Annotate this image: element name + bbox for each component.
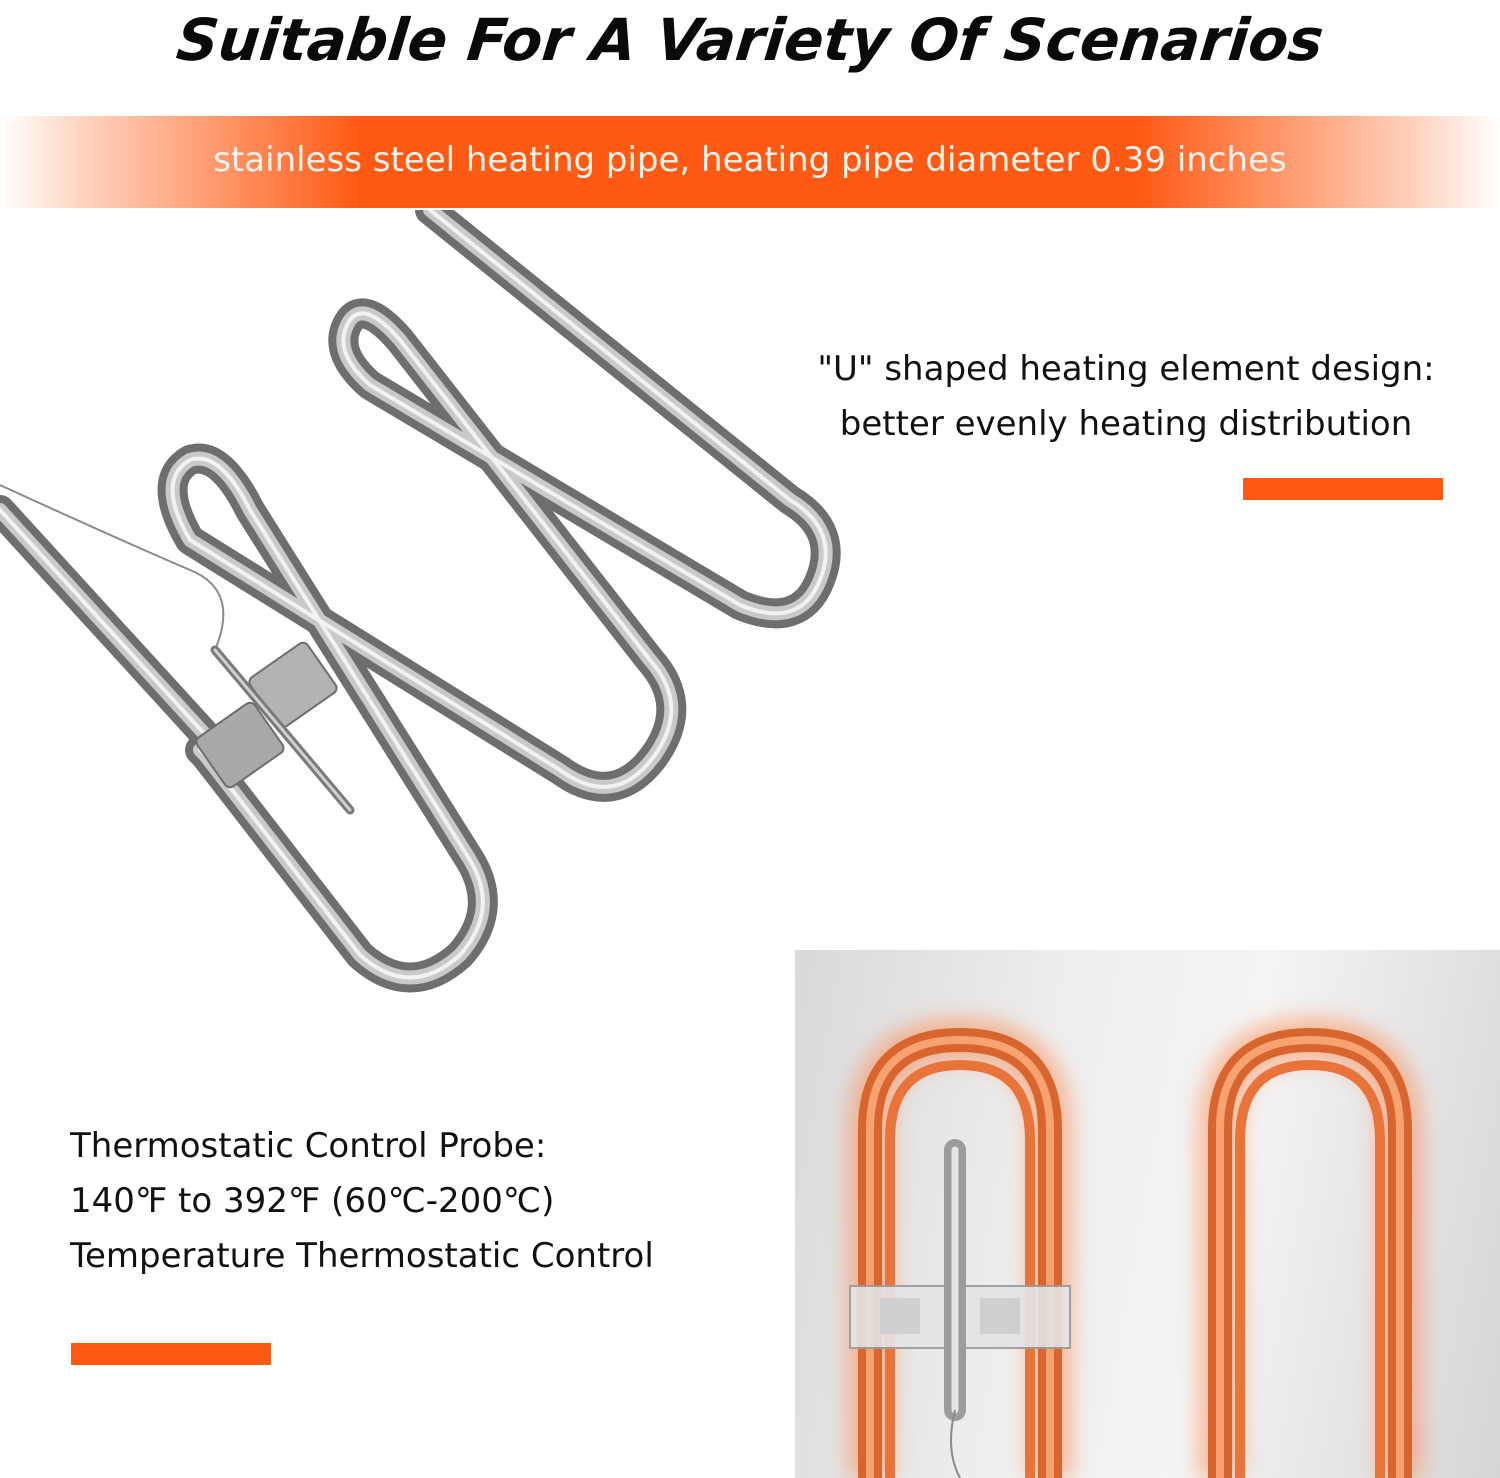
thermostat-feature-line: 140℉ to 392℉ (60℃-200℃) <box>70 1181 555 1221</box>
spec-banner <box>0 116 1500 208</box>
thermostat-feature-text <box>70 1119 770 1284</box>
thermostat-feature-line: Temperature Thermostatic Control <box>70 1236 654 1276</box>
u-shape-feature-line: "U" shaped heating element design: <box>817 349 1435 389</box>
page-title: Suitable For A Variety Of Scenarios <box>173 6 1327 74</box>
heating-glow-photo <box>795 950 1500 1478</box>
u-shape-feature-line: better evenly heating distribution <box>839 404 1413 444</box>
spec-banner-text: stainless steel heating pipe, heating pipe diameter 0.39 inches <box>213 140 1287 180</box>
u-shape-feature-text <box>770 342 1482 452</box>
thermostat-feature-line: Thermostatic Control Probe: <box>70 1126 547 1166</box>
heating-element-image <box>0 210 860 1000</box>
accent-bar <box>71 1343 271 1365</box>
accent-bar <box>1243 478 1443 500</box>
